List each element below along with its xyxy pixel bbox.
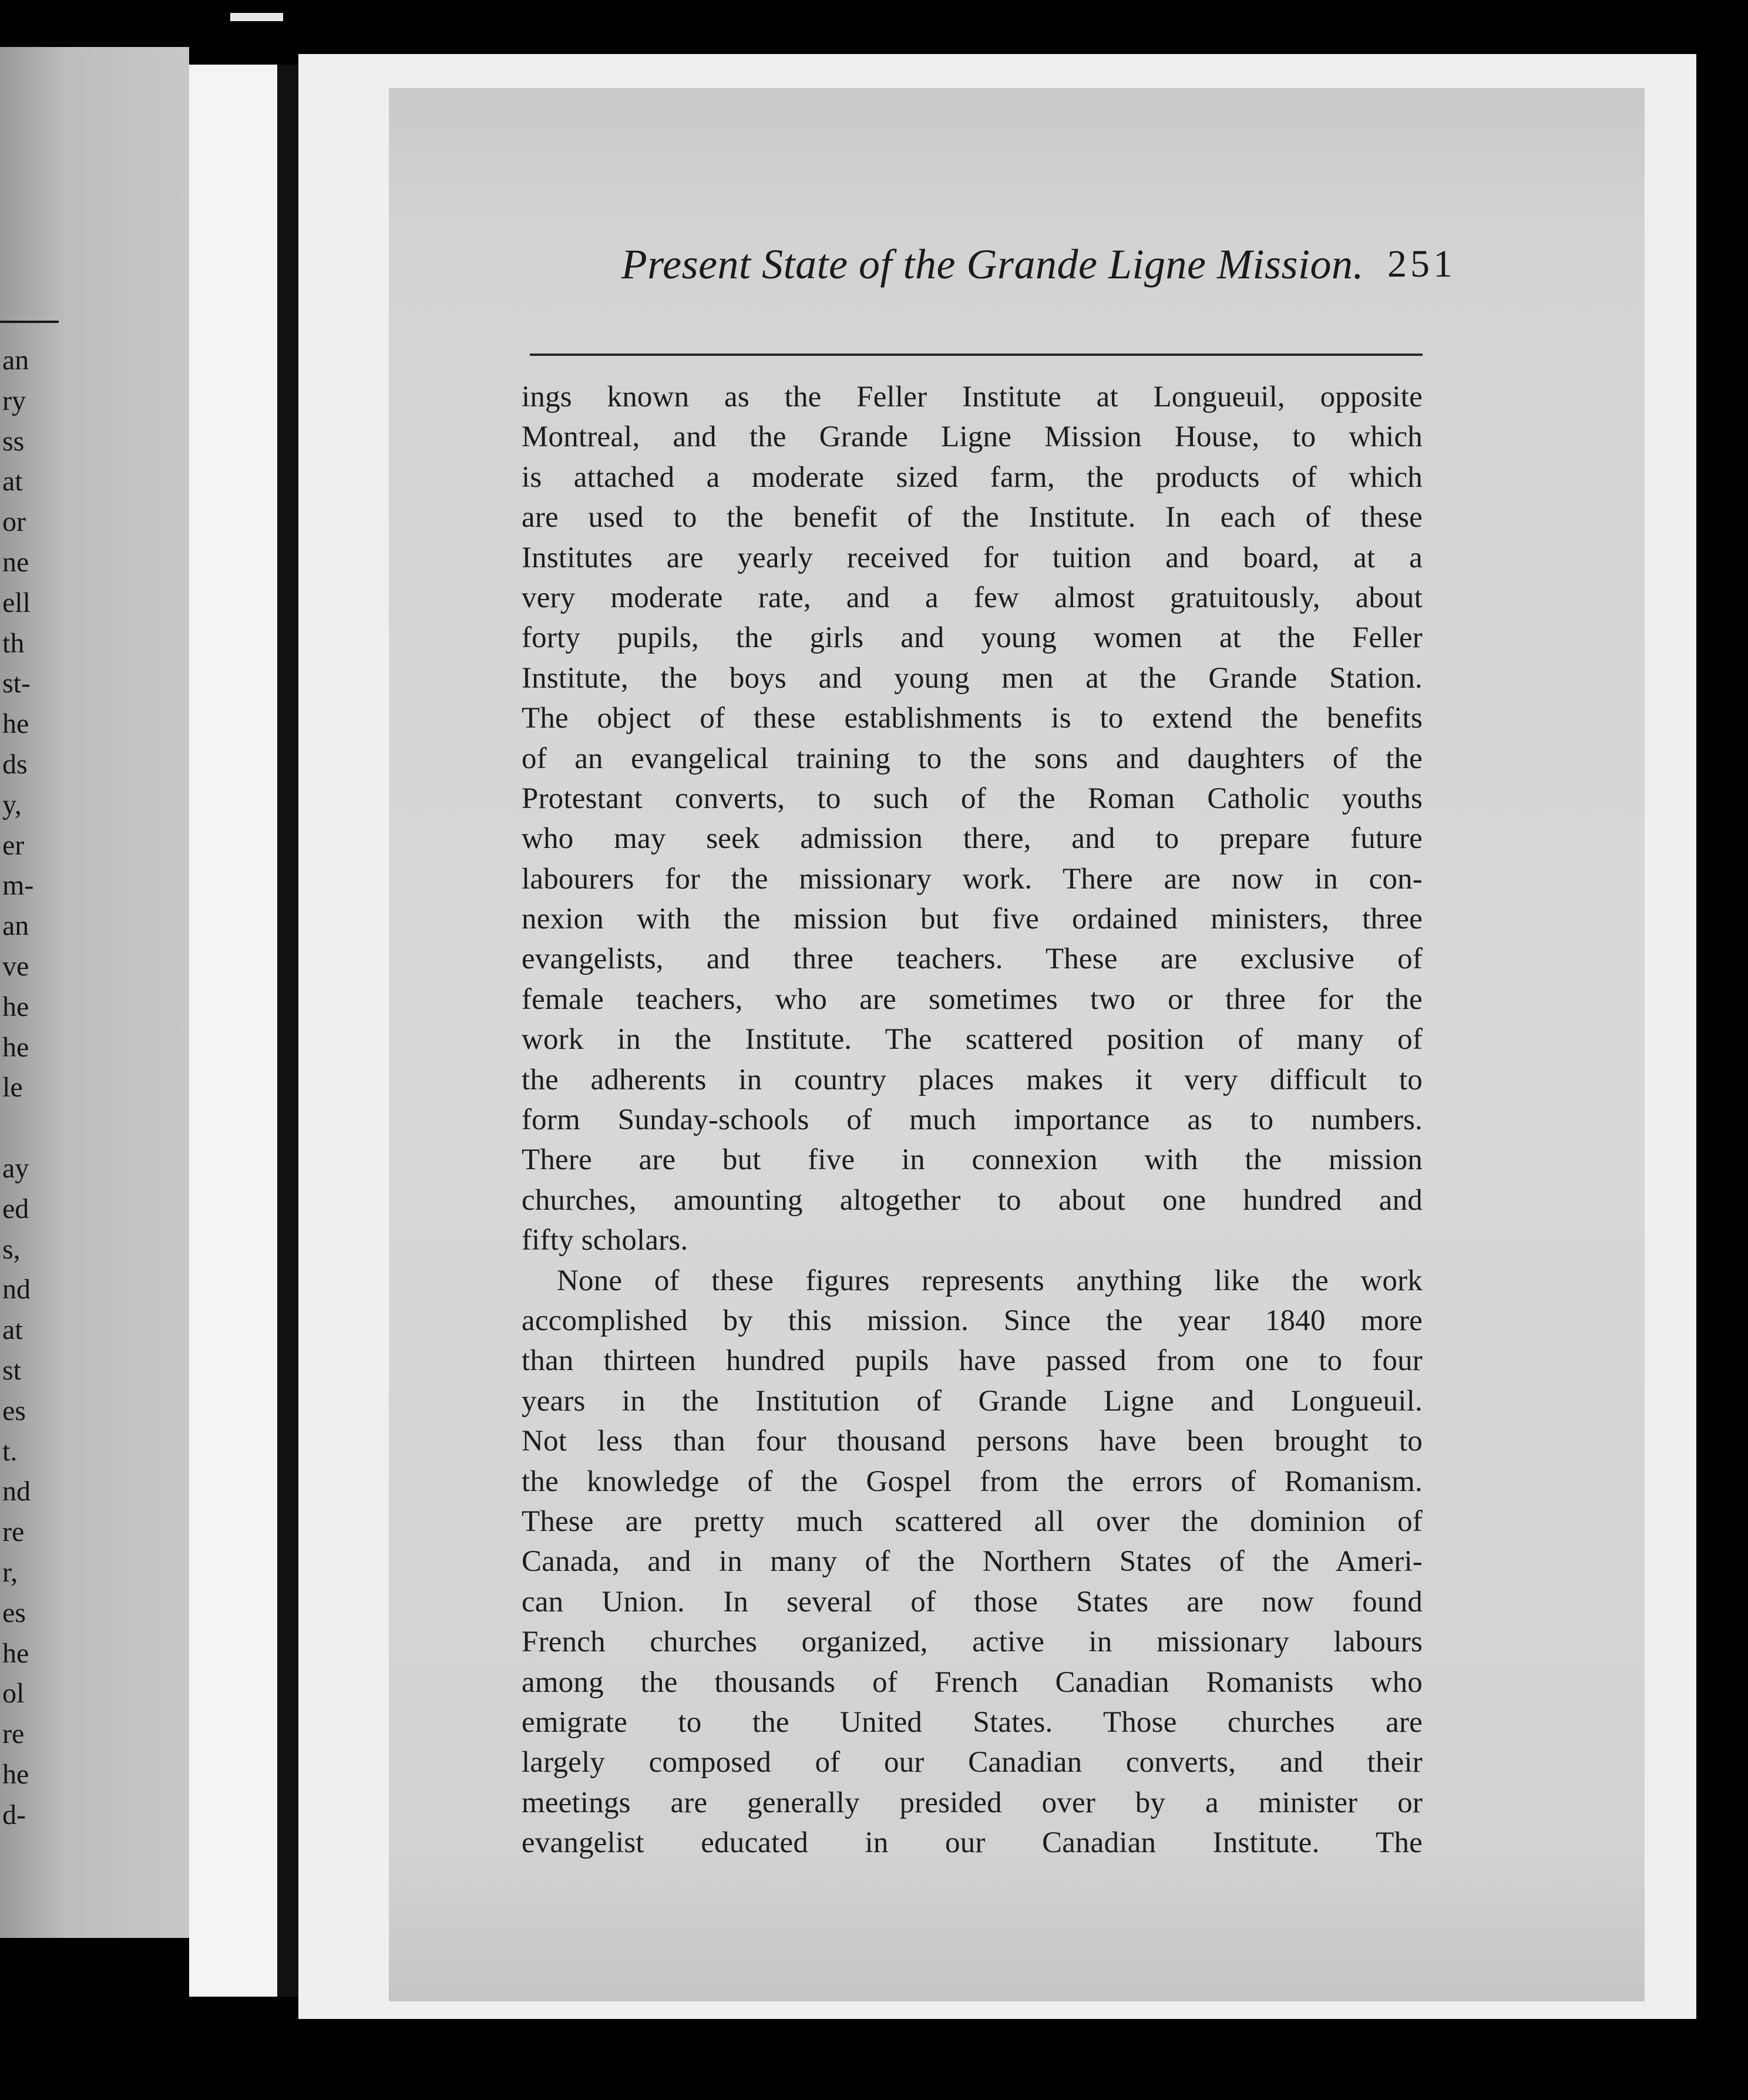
left-page-fragment: ss (2, 425, 25, 457)
left-page-fragment: nd (2, 1274, 31, 1305)
text-line: ings known as the Feller Institute at Longueuil, opposite (522, 381, 1423, 413)
text-line: evangelists, and three teachers. These are exclusive of (522, 943, 1423, 976)
left-page-fragment: at (2, 466, 23, 497)
text-line: These are pretty much scattered all over the dominion of (522, 1505, 1423, 1538)
text-line: than thirteen hundred pupils have passed from one to four (522, 1344, 1423, 1378)
text-line: Not less than four thousand persons have been brought to (522, 1425, 1423, 1458)
left-page-fragment: er (2, 829, 25, 861)
text-line: work in the Institute. The scattered position of many of (522, 1023, 1423, 1056)
text-line: years in the Institution of Grande Ligne and Longueuil. (522, 1384, 1423, 1418)
left-page-fragment: d- (2, 1799, 26, 1830)
gutter-strip (189, 65, 277, 1997)
text-line: accomplished by this mission. Since the year 1840 more (522, 1304, 1423, 1337)
text-line: among the thousands of French Canadian Romanists who (522, 1665, 1423, 1699)
scan-speck (230, 13, 283, 21)
text-line: Canada, and in many of the Northern States of the Ameri- (522, 1545, 1423, 1579)
left-page-blank-line (2, 1108, 73, 1149)
text-line: female teachers, who are sometimes two or three for the (522, 982, 1423, 1016)
text-line: Institute, the boys and young men at the Grande Station. (522, 661, 1423, 695)
left-page-text-fragments (2, 341, 73, 1835)
left-page-fragment: or (2, 506, 26, 538)
left-page-rule (0, 321, 59, 323)
left-page-fragment: he (2, 708, 29, 740)
body-text (522, 377, 1423, 1863)
left-page-fragment: nd (2, 1476, 31, 1507)
text-line: evangelist educated in our Canadian Institute. The (522, 1826, 1423, 1860)
left-page-fragment: st- (2, 668, 31, 699)
left-facing-page (0, 47, 189, 1938)
text-line: very moderate rate, and a few almost gratuitously, about (522, 581, 1423, 614)
book-page (389, 88, 1645, 2001)
text-line: are used to the benefit of the Institute. In each of these (522, 501, 1423, 534)
left-page-fragment: re (2, 1516, 25, 1548)
text-line: forty pupils, the girls and young women at the Feller (522, 621, 1423, 655)
text-line: fifty scholars. (522, 1224, 688, 1257)
left-page-fragment: m- (2, 870, 34, 901)
left-page-fragment: he (2, 1031, 29, 1063)
text-line: who may seek admission there, and to prepare future (522, 822, 1423, 856)
left-page-fragment: r, (2, 1556, 18, 1588)
left-page-fragment: he (2, 1758, 29, 1790)
page-header (565, 235, 1599, 294)
page-mount (298, 54, 1696, 2019)
left-page-fragment: an (2, 345, 29, 376)
left-page-fragment: y, (2, 789, 22, 820)
left-page-fragment: ell (2, 587, 31, 618)
left-page-fragment: re (2, 1718, 25, 1750)
text-line: the adherents in country places makes it very difficult to (522, 1063, 1423, 1096)
left-page-fragment: t. (2, 1435, 18, 1467)
text-line: largely composed of our Canadian converts, and their (522, 1746, 1423, 1779)
text-line: nexion with the mission but five ordained ministers, three (522, 903, 1423, 936)
text-line: Protestant converts, to such of the Roman Catholic youths (522, 782, 1423, 815)
text-line: of an evangelical training to the sons and daughters of the (522, 742, 1423, 775)
left-page-fragment: he (2, 991, 29, 1022)
left-page-fragment: he (2, 1637, 29, 1669)
text-line: meetings are generally presided over by a minister or (522, 1786, 1423, 1819)
page-number: 251 (1387, 243, 1456, 285)
text-line: emigrate to the United States. Those churches are (522, 1705, 1423, 1739)
gutter-shadow (277, 65, 298, 1997)
left-page-fragment: ay (2, 1152, 29, 1184)
text-line: There are but five in connexion with the mission (522, 1143, 1423, 1177)
text-line: The object of these establishments is to extend the benefits (522, 702, 1423, 735)
left-page-fragment: th (2, 627, 25, 659)
left-page-fragment: es (2, 1395, 26, 1426)
left-page-fragment: le (2, 1072, 23, 1103)
left-page-fragment: ve (2, 950, 29, 982)
left-page-fragment: s, (2, 1233, 21, 1265)
text-line: is attached a moderate sized farm, the products of which (522, 460, 1423, 494)
left-page-fragment: an (2, 910, 29, 942)
text-line: the knowledge of the Gospel from the errors of Romanism. (522, 1465, 1423, 1498)
text-line: None of these figures represents anything like the work (557, 1264, 1423, 1297)
text-line: Montreal, and the Grande Ligne Mission House, to which (522, 420, 1423, 454)
text-line: French churches organized, active in missionary labours (522, 1626, 1423, 1659)
text-line: can Union. In several of those States are now found (522, 1585, 1423, 1618)
text-line: form Sunday-schools of much importance as to numbers. (522, 1103, 1423, 1137)
left-page-fragment: st (2, 1354, 22, 1386)
header-rule (530, 354, 1423, 356)
text-line: churches, amounting altogether to about one hundred and (522, 1183, 1423, 1217)
running-title: Present State of the Grande Ligne Mission. (621, 241, 1364, 288)
left-page-fragment: ry (2, 385, 26, 416)
left-page-fragment: ed (2, 1193, 29, 1224)
left-page-fragment: ol (2, 1678, 25, 1709)
left-page-fragment: at (2, 1314, 23, 1346)
left-page-fragment: ds (2, 748, 28, 780)
left-page-fragment: ne (2, 546, 29, 578)
text-line: Institutes are yearly received for tuition and board, at a (522, 541, 1423, 574)
left-page-fragment: es (2, 1597, 26, 1628)
text-line: labourers for the missionary work. There are now in con- (522, 862, 1423, 896)
